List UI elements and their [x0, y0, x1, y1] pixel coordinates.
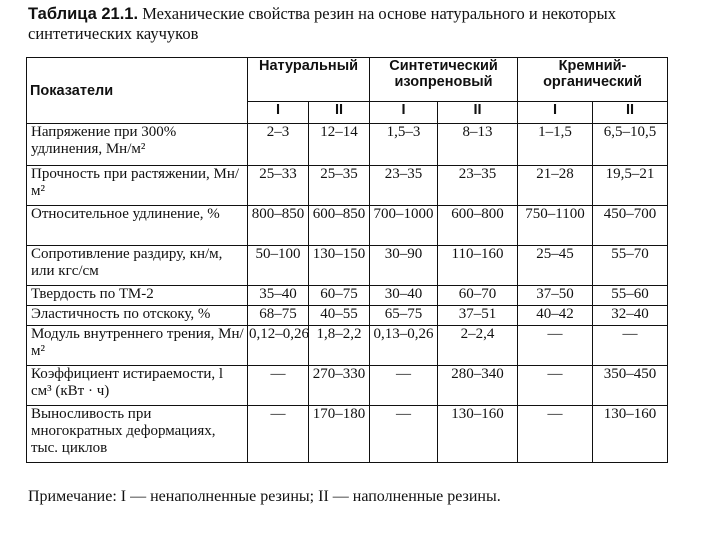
- row-label: Выносливость при многократных деформациях, тыс. циклов: [27, 406, 248, 463]
- table-cell: 450–700: [593, 206, 668, 246]
- table-row: [27, 326, 668, 366]
- table-cell: 23–35: [370, 166, 438, 206]
- row-label: Модуль внутреннего трения, Мн/м²: [27, 326, 248, 366]
- table-cell: 280–340: [438, 366, 518, 406]
- table-cell: 0,13–0,26: [370, 326, 438, 366]
- table-cell: 65–75: [370, 306, 438, 326]
- table-cell: 37–51: [438, 306, 518, 326]
- table-cell: 170–180: [309, 406, 370, 463]
- table-row: [27, 306, 668, 326]
- table-cell: —: [518, 406, 593, 463]
- row-label: Напряжение при 300% удлинения, Мн/м²: [27, 124, 248, 166]
- subheader: I: [370, 102, 438, 124]
- subheader: II: [593, 102, 668, 124]
- table-cell: 1–1,5: [518, 124, 593, 166]
- table-row: [27, 124, 668, 166]
- table-cell: 25–35: [309, 166, 370, 206]
- table-cell: 2–2,4: [438, 326, 518, 366]
- table-row: [27, 166, 668, 206]
- subheader: II: [438, 102, 518, 124]
- table-cell: 0,12–0,26: [248, 326, 309, 366]
- row-label: Коэффициент истираемости, l см³ (кВт · ч): [27, 366, 248, 406]
- table-cell: 21–28: [518, 166, 593, 206]
- table-cell: 8–13: [438, 124, 518, 166]
- row-label: Эластичность по отскоку, %: [27, 306, 248, 326]
- table-cell: 6,5–10,5: [593, 124, 668, 166]
- table-cell: 350–450: [593, 366, 668, 406]
- caption-text: Механические свойства резин на основе натурального и некоторых синтетических каучуков: [28, 4, 617, 43]
- table-cell: 30–90: [370, 246, 438, 286]
- table-cell: 130–160: [438, 406, 518, 463]
- table-cell: 130–150: [309, 246, 370, 286]
- row-label: Относительное удлинение, %: [27, 206, 248, 246]
- table-cell: —: [370, 366, 438, 406]
- table-cell: 40–55: [309, 306, 370, 326]
- table-cell: 12–14: [309, 124, 370, 166]
- table-cell: 2–3: [248, 124, 309, 166]
- group-header: Синтетический изопреновый: [370, 58, 518, 102]
- subheader: I: [518, 102, 593, 124]
- table-row: [27, 406, 668, 463]
- row-label: Твердость по ТМ-2: [27, 286, 248, 306]
- table-cell: 1,5–3: [370, 124, 438, 166]
- table-cell: 30–40: [370, 286, 438, 306]
- table-cell: 600–850: [309, 206, 370, 246]
- table-cell: —: [248, 406, 309, 463]
- table-cell: 19,5–21: [593, 166, 668, 206]
- table-cell: 1,8–2,2: [309, 326, 370, 366]
- table-cell: 800–850: [248, 206, 309, 246]
- table-cell: 55–70: [593, 246, 668, 286]
- table-row: [27, 286, 668, 306]
- table-cell: 37–50: [518, 286, 593, 306]
- table-cell: 600–800: [438, 206, 518, 246]
- table-cell: —: [248, 366, 309, 406]
- table-row: [27, 206, 668, 246]
- table-cell: 32–40: [593, 306, 668, 326]
- table-row: [27, 366, 668, 406]
- table-cell: —: [518, 366, 593, 406]
- table-cell: 60–75: [309, 286, 370, 306]
- table-cell: —: [370, 406, 438, 463]
- table-cell: 35–40: [248, 286, 309, 306]
- table-cell: 50–100: [248, 246, 309, 286]
- table-cell: —: [593, 326, 668, 366]
- properties-table: [26, 57, 668, 463]
- table-cell: 25–45: [518, 246, 593, 286]
- table-cell: 60–70: [438, 286, 518, 306]
- table-cell: 270–330: [309, 366, 370, 406]
- row-label: Прочность при растяжении, Мн/м²: [27, 166, 248, 206]
- table-cell: 25–33: [248, 166, 309, 206]
- subheader: I: [248, 102, 309, 124]
- table-cell: 130–160: [593, 406, 668, 463]
- table-cell: 700–1000: [370, 206, 438, 246]
- table-cell: 40–42: [518, 306, 593, 326]
- param-header: Показатели: [27, 58, 248, 124]
- table-note: Примечание: I — ненаполненные резины; II — наполненные резины.: [28, 488, 501, 505]
- table-caption: [28, 4, 698, 44]
- group-header: Натуральный: [248, 58, 370, 102]
- row-label: Сопротивление раздиру, кн/м, или кгс/см: [27, 246, 248, 286]
- subheader: II: [309, 102, 370, 124]
- table-cell: 55–60: [593, 286, 668, 306]
- group-header: Кремний-органический: [518, 58, 668, 102]
- table-cell: 110–160: [438, 246, 518, 286]
- table-cell: —: [518, 326, 593, 366]
- table-cell: 68–75: [248, 306, 309, 326]
- table-cell: 23–35: [438, 166, 518, 206]
- caption-label: Таблица 21.1.: [28, 5, 139, 23]
- table-row: [27, 246, 668, 286]
- table-cell: 750–1100: [518, 206, 593, 246]
